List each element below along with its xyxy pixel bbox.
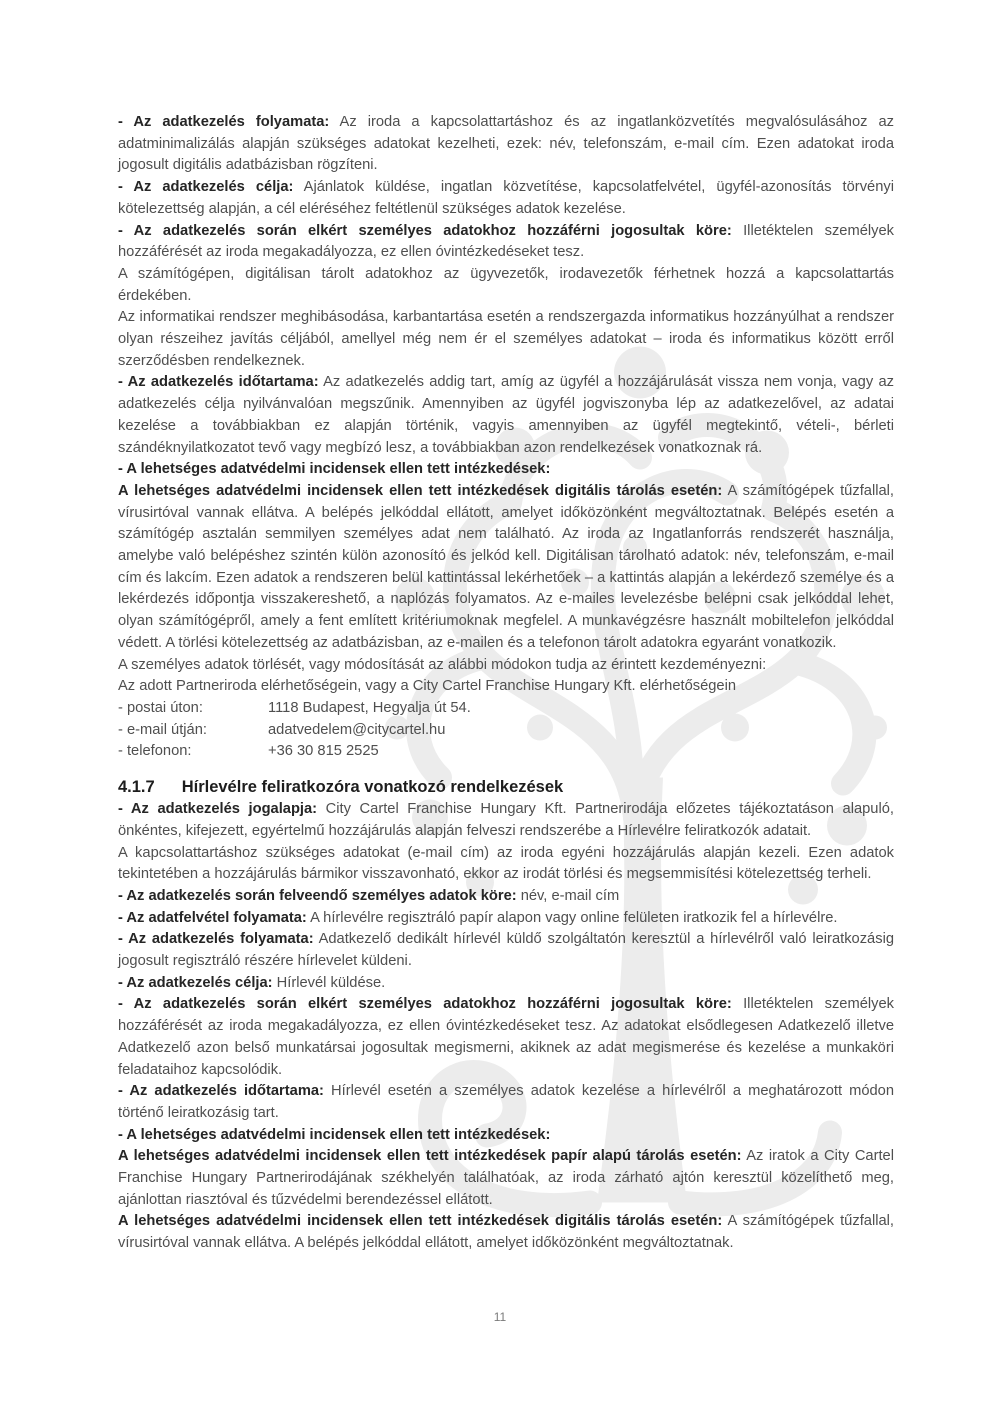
paragraph-lead: - A lehetséges adatvédelmi incidensek ellen tett intézkedések: xyxy=(118,1126,551,1143)
section-title: Hírlevélre feliratkozóra vonatkozó rendelkezések xyxy=(181,778,564,797)
paragraph xyxy=(118,221,894,264)
page-number: 11 xyxy=(493,1310,507,1324)
paragraph xyxy=(118,307,894,372)
paragraph-lead: - Az adatkezelés célja: xyxy=(118,179,294,196)
paragraph-lead: - Az adatkezelés folyamata: xyxy=(118,114,330,130)
paragraph-lead: A lehetséges adatvédelmi incidensek ellen tett intézkedések digitális tárolás esetén: xyxy=(118,1213,723,1230)
section-heading xyxy=(118,776,894,799)
contact-label: - postai úton: xyxy=(118,699,203,716)
paragraph-text: Az informatikai rendszer meghibásodása, karbantartása esetén a rendszergazda informatikus hozzányúlhat a rendszer olyan részeihez javítás céljából, amellyel még nem ér el személyes adatokat – iroda és informatikus között erről szerződésben rendelkeznek. xyxy=(118,309,894,369)
paragraph xyxy=(118,994,894,1081)
paragraph-lead: - Az adatkezelés során elkért személyes adatokhoz hozzáférni jogosultak köre: xyxy=(118,222,732,239)
paragraph xyxy=(118,459,894,481)
paragraph-lead: - Az adatkezelés során felveendő személyes adatok köre: xyxy=(118,887,517,904)
paragraph-text: Az iratok a City Cartel Franchise Hungary Partnerirodájának székhelyén találhatóak, az iroda zárható ajtón keresztül közelíthető meg, ajánlottan riasztóval és tűzvédelmi berendezéssel ellátott. xyxy=(118,1148,894,1208)
paragraph-text: Hírlevél küldése. xyxy=(272,974,386,991)
document-body xyxy=(118,112,894,1255)
contact-row xyxy=(118,698,894,720)
contact-value: adatvedelem@citycartel.hu xyxy=(268,721,446,738)
paragraph-text: Az iroda a kapcsolattartáshoz és az ingatlanközvetítés megvalósulásához az adatminimalizálás alapján szükséges adatokat kezelheti, ezek: név, telefonszám, e-mail cím. Ezen adatokat iroda jogosult digitális adatbázisban rögzíteni. xyxy=(118,114,895,174)
contact-value: 1118 Budapest, Hegyalja út 54. xyxy=(268,699,471,716)
paragraph xyxy=(118,112,894,177)
paragraph-text: A személyes adatok törlését, vagy módosítását az alábbi módokon tudja az érintett kezdeményezni: xyxy=(118,656,767,673)
paragraph-text: név, e-mail cím xyxy=(516,887,620,904)
paragraph-text: A számítógépek tűzfallal, vírusirtóval vannak ellátva. A belépés jelkóddal ellátott, amelyet időközönként megváltoztatnak. Belépés esetén a számítógép asztalán semmilyen személyes adat nem található. Az iroda az Ingatlanforrás rendszerét használja, amelybe való belépéshez szintén külön azonosító és jelkód kell. Digitálisan tárolható adatok: név, telefonszám, e-mail cím és lakcím. Ezen adatok a rendszeren belül kattintással lekérhetőek – a kattintás alapján a lekérdező személye és a lekérdezés időpontja visszakereshető, a naplózás folyamatos. Az e-mailes levelezésbe belépni csak jelkóddal lehet, olyan számítógépről, amely a fent említett kritériumoknak megfelel. A munkavégzésre használt mobiltelefon jelkóddal védett. A törlési kötelezettség az adatbázisban, az e-mailen és a telefonon tárolt adatokra egyaránt vonatkozik. xyxy=(118,482,894,651)
paragraph xyxy=(118,843,894,886)
paragraph-text: A kapcsolattartáshoz szükséges adatokat (e-mail cím) az iroda egyéni hozzájárulás alapján kezeli. Ezen adatok tekintetében a hozzájárulás bármikor visszavonható, ekkor az irodát törlési és megsemmisítési kötelezettség terheli. xyxy=(118,844,894,883)
paragraph-lead: A lehetséges adatvédelmi incidensek ellen tett intézkedések digitális tárolás esetén: xyxy=(118,482,723,499)
paragraph-text: A számítógépek tűzfallal, vírusirtóval vannak ellátva. A belépés jelkóddal ellátott, amelyet időközönként megváltoztatnak. xyxy=(118,1213,894,1252)
paragraph xyxy=(118,1125,894,1147)
paragraph-text: Adatkezelő dedikált hírlevél küldő szolgáltatón keresztül a hírlevélről való leiratkozásig jogosult regisztráló részére hírlevelet küldeni. xyxy=(118,931,894,970)
paragraph xyxy=(118,1081,894,1124)
paragraph-text: Az adott Partneriroda elérhetőségein, vagy a City Cartel Franchise Hungary Kft. elérhetőségein xyxy=(118,678,737,695)
paragraph xyxy=(118,655,894,677)
paragraph-text: Az adatkezelés addig tart, amíg az ügyfél a hozzájárulását vissza nem vonja, vagy az adatkezelés célja nyilvánvalóan megszűnik. Amennyiben az ügyfél jogviszonyba lép az adatkezelővel, az adatai kezelése a továbbiakban ez alapján történik, vagyis amennyiben az ügyfél megtekintő, vételi-, bérleti szándéknyilatkozatot tevő vagy megbízó lesz, a továbbiakban azon rendelkezések vonatkoznak rá. xyxy=(118,374,894,456)
contact-label: - e-mail útján: xyxy=(118,721,207,738)
paragraph xyxy=(118,1146,894,1211)
contact-row xyxy=(118,720,894,742)
paragraph xyxy=(118,1211,894,1254)
paragraph-text: Illetéktelen személyek hozzáférését az iroda megakadályozza, ez ellen óvintézkedéseket tesz. xyxy=(118,222,894,261)
paragraph xyxy=(118,799,894,842)
paragraph xyxy=(118,481,894,655)
paragraph xyxy=(118,177,894,220)
paragraph-lead: - Az adatkezelés jogalapja: xyxy=(118,801,318,818)
paragraph xyxy=(118,372,894,459)
paragraph-lead: - Az adatkezelés során elkért személyes adatokhoz hozzáférni jogosultak köre: xyxy=(118,996,732,1013)
paragraph-text: City Cartel Franchise Hungary Kft. Partnerirodája előzetes tájékoztatáson alapuló, önkéntes, kifejezett, egyértelmű hozzájárulás alapján felveszi rendszerébe a Hírlevélre feliratkozók adatait. xyxy=(118,801,894,839)
paragraph xyxy=(118,264,894,307)
paragraph xyxy=(118,886,894,908)
paragraph xyxy=(118,676,894,698)
paragraph-lead: - Az adatkezelés célja: xyxy=(118,974,273,991)
paragraph-lead: A lehetséges adatvédelmi incidensek ellen tett intézkedések papír alapú tárolás esetén: xyxy=(118,1148,742,1165)
contact-row xyxy=(118,741,894,763)
paragraph-lead: - Az adatkezelés időtartama: xyxy=(118,374,319,391)
paragraph xyxy=(118,929,894,972)
paragraph-lead: - Az adatkezelés időtartama: xyxy=(118,1083,324,1100)
contact-label: - telefonon: xyxy=(118,743,192,760)
paragraph-text: A számítógépen, digitálisan tárolt adatokhoz az ügyvezetők, irodavezetők férhetnek hozzá a kapcsolattartás érdekében. xyxy=(118,265,894,304)
paragraph xyxy=(118,973,894,995)
paragraph-text: A hírlevélre regisztráló papír alapon vagy online felületen iratkozik fel a hírlevélre. xyxy=(306,909,838,926)
paragraph xyxy=(118,908,894,930)
paragraph-lead: - Az adatfelvétel folyamata: xyxy=(118,909,307,926)
paragraph-lead: - Az adatkezelés folyamata: xyxy=(118,931,314,948)
paragraph-text: Hírlevél esetén a személyes adatok kezelése a hírlevélről a meghatározott módon történő leiratkozásig tart. xyxy=(118,1083,894,1121)
paragraph-lead: - A lehetséges adatvédelmi incidensek ellen tett intézkedések: xyxy=(118,461,551,478)
paragraph-text: Illetéktelen személyek hozzáférését az iroda megakadályozza, ez ellen óvintézkedéseket tesz. Az adatokat elsődlegesen Adatkezelő illetve Adatkezelő azon belső munkatársai jogosultak megismerni, akiknek az adat megismerése és kezelése a munkaköri feladataihoz kapcsolódik. xyxy=(118,996,894,1078)
paragraph-text: Ajánlatok küldése, ingatlan közvetítése, kapcsolatfelvétel, ügyfél-azonosítás törvényi kötelezettség alapján, a cél eléréséhez feltétlenül szükséges adatok kezelése. xyxy=(118,179,894,217)
section-number: 4.1.7 xyxy=(118,778,155,797)
contact-value: +36 30 815 2525 xyxy=(268,743,379,760)
